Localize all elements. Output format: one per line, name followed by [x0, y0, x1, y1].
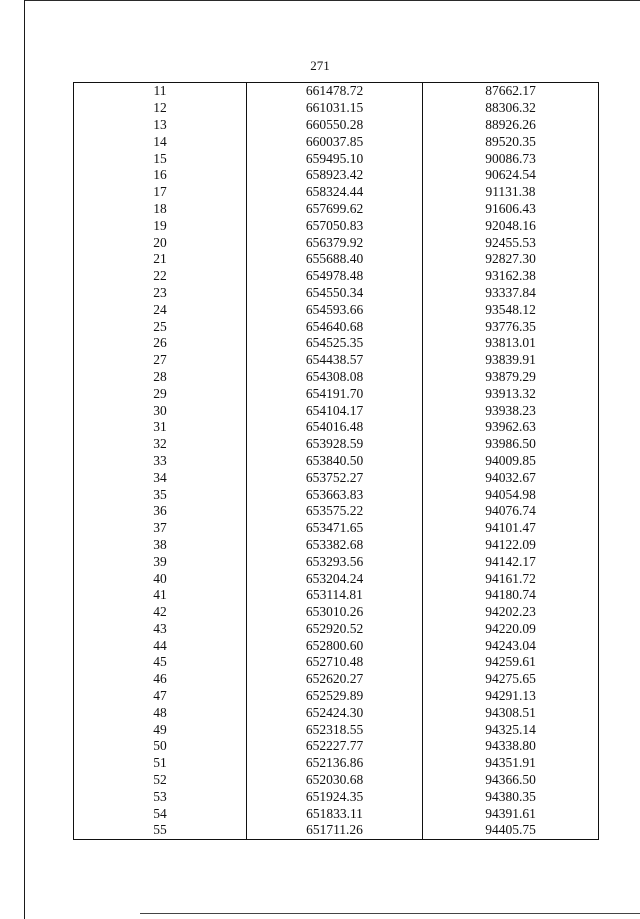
table-row [74, 503, 599, 520]
point-number-cell: 35 [74, 486, 247, 503]
table-row [74, 721, 599, 738]
x-coordinate-cell: 661478.72 [247, 83, 423, 100]
point-number-cell: 26 [74, 335, 247, 352]
x-coordinate-cell: 659495.10 [247, 150, 423, 167]
point-number-cell: 20 [74, 234, 247, 251]
x-coordinate-cell: 653293.56 [247, 553, 423, 570]
x-coordinate-cell: 654525.35 [247, 335, 423, 352]
y-coordinate-cell: 93879.29 [423, 369, 599, 386]
y-coordinate-cell: 94202.23 [423, 604, 599, 621]
table-row [74, 755, 599, 772]
x-coordinate-cell: 658324.44 [247, 184, 423, 201]
point-number-cell: 12 [74, 100, 247, 117]
x-coordinate-cell: 653575.22 [247, 503, 423, 520]
y-coordinate-cell: 91606.43 [423, 201, 599, 218]
table-row [74, 621, 599, 638]
x-coordinate-cell: 651833.11 [247, 805, 423, 822]
y-coordinate-cell: 94009.85 [423, 453, 599, 470]
point-number-cell: 43 [74, 621, 247, 638]
point-number-cell: 49 [74, 721, 247, 738]
x-coordinate-cell: 654104.17 [247, 402, 423, 419]
point-number-cell: 48 [74, 704, 247, 721]
table-row [74, 117, 599, 134]
point-number-cell: 24 [74, 301, 247, 318]
x-coordinate-cell: 657699.62 [247, 201, 423, 218]
table-row [74, 402, 599, 419]
y-coordinate-cell: 94243.04 [423, 637, 599, 654]
x-coordinate-cell: 656379.92 [247, 234, 423, 251]
y-coordinate-cell: 94032.67 [423, 469, 599, 486]
x-coordinate-cell: 653471.65 [247, 520, 423, 537]
y-coordinate-cell: 94259.61 [423, 654, 599, 671]
scan-edge-left [24, 0, 25, 919]
table-row [74, 369, 599, 386]
x-coordinate-cell: 654593.66 [247, 301, 423, 318]
scan-edge-top [25, 0, 640, 1]
table-row [74, 453, 599, 470]
table-row [74, 704, 599, 721]
point-number-cell: 51 [74, 755, 247, 772]
point-number-cell: 50 [74, 738, 247, 755]
x-coordinate-cell: 653114.81 [247, 587, 423, 604]
point-number-cell: 28 [74, 369, 247, 386]
y-coordinate-cell: 94142.17 [423, 553, 599, 570]
table-row [74, 201, 599, 218]
y-coordinate-cell: 93839.91 [423, 352, 599, 369]
table-row [74, 671, 599, 688]
y-coordinate-cell: 92048.16 [423, 217, 599, 234]
y-coordinate-cell: 94366.50 [423, 772, 599, 789]
x-coordinate-cell: 654191.70 [247, 385, 423, 402]
table-row [74, 217, 599, 234]
y-coordinate-cell: 93938.23 [423, 402, 599, 419]
point-number-cell: 16 [74, 167, 247, 184]
point-number-cell: 30 [74, 402, 247, 419]
table-row [74, 100, 599, 117]
table-row [74, 822, 599, 839]
point-number-cell: 29 [74, 385, 247, 402]
x-coordinate-cell: 658923.42 [247, 167, 423, 184]
x-coordinate-cell: 653204.24 [247, 570, 423, 587]
table-row [74, 251, 599, 268]
x-coordinate-cell: 651924.35 [247, 788, 423, 805]
x-coordinate-cell: 653840.50 [247, 453, 423, 470]
x-coordinate-cell: 654308.08 [247, 369, 423, 386]
table-row [74, 469, 599, 486]
y-coordinate-cell: 94391.61 [423, 805, 599, 822]
x-coordinate-cell: 652030.68 [247, 772, 423, 789]
y-coordinate-cell: 94076.74 [423, 503, 599, 520]
table-row [74, 637, 599, 654]
y-coordinate-cell: 88306.32 [423, 100, 599, 117]
y-coordinate-cell: 94054.98 [423, 486, 599, 503]
point-number-cell: 45 [74, 654, 247, 671]
y-coordinate-cell: 93337.84 [423, 285, 599, 302]
table-row [74, 738, 599, 755]
scan-edge-bottom [140, 913, 640, 914]
x-coordinate-cell: 652424.30 [247, 704, 423, 721]
y-coordinate-cell: 93162.38 [423, 268, 599, 285]
point-number-cell: 23 [74, 285, 247, 302]
point-number-cell: 40 [74, 570, 247, 587]
y-coordinate-cell: 92455.53 [423, 234, 599, 251]
table-row [74, 184, 599, 201]
x-coordinate-cell: 653928.59 [247, 436, 423, 453]
table-row [74, 335, 599, 352]
point-number-cell: 39 [74, 553, 247, 570]
y-coordinate-cell: 93913.32 [423, 385, 599, 402]
table-row [74, 83, 599, 100]
x-coordinate-cell: 652529.89 [247, 688, 423, 705]
y-coordinate-cell: 94380.35 [423, 788, 599, 805]
table-row [74, 352, 599, 369]
y-coordinate-cell: 89520.35 [423, 133, 599, 150]
x-coordinate-cell: 654640.68 [247, 318, 423, 335]
y-coordinate-cell: 94122.09 [423, 537, 599, 554]
table-row [74, 285, 599, 302]
point-number-cell: 41 [74, 587, 247, 604]
table-row [74, 234, 599, 251]
x-coordinate-cell: 653752.27 [247, 469, 423, 486]
point-number-cell: 46 [74, 671, 247, 688]
point-number-cell: 15 [74, 150, 247, 167]
y-coordinate-cell: 88926.26 [423, 117, 599, 134]
x-coordinate-cell: 652620.27 [247, 671, 423, 688]
table-row [74, 805, 599, 822]
x-coordinate-cell: 652227.77 [247, 738, 423, 755]
x-coordinate-cell: 655688.40 [247, 251, 423, 268]
y-coordinate-cell: 93548.12 [423, 301, 599, 318]
x-coordinate-cell: 652800.60 [247, 637, 423, 654]
y-coordinate-cell: 87662.17 [423, 83, 599, 100]
point-number-cell: 22 [74, 268, 247, 285]
y-coordinate-cell: 94275.65 [423, 671, 599, 688]
point-number-cell: 54 [74, 805, 247, 822]
table-row [74, 150, 599, 167]
x-coordinate-cell: 654550.34 [247, 285, 423, 302]
x-coordinate-cell: 653010.26 [247, 604, 423, 621]
x-coordinate-cell: 652136.86 [247, 755, 423, 772]
y-coordinate-cell: 94101.47 [423, 520, 599, 537]
point-number-cell: 37 [74, 520, 247, 537]
coordinates-table-body [74, 83, 599, 840]
y-coordinate-cell: 92827.30 [423, 251, 599, 268]
point-number-cell: 21 [74, 251, 247, 268]
x-coordinate-cell: 651711.26 [247, 822, 423, 839]
table-row [74, 537, 599, 554]
table-row [74, 520, 599, 537]
point-number-cell: 53 [74, 788, 247, 805]
point-number-cell: 14 [74, 133, 247, 150]
x-coordinate-cell: 652710.48 [247, 654, 423, 671]
table-row [74, 436, 599, 453]
coordinates-table [73, 82, 599, 840]
x-coordinate-cell: 654016.48 [247, 419, 423, 436]
table-row [74, 688, 599, 705]
y-coordinate-cell: 90086.73 [423, 150, 599, 167]
y-coordinate-cell: 94220.09 [423, 621, 599, 638]
point-number-cell: 52 [74, 772, 247, 789]
y-coordinate-cell: 90624.54 [423, 167, 599, 184]
x-coordinate-cell: 653663.83 [247, 486, 423, 503]
table-row [74, 318, 599, 335]
x-coordinate-cell: 654978.48 [247, 268, 423, 285]
point-number-cell: 36 [74, 503, 247, 520]
y-coordinate-cell: 94180.74 [423, 587, 599, 604]
x-coordinate-cell: 660037.85 [247, 133, 423, 150]
table-row [74, 772, 599, 789]
point-number-cell: 31 [74, 419, 247, 436]
table-row [74, 587, 599, 604]
y-coordinate-cell: 94338.80 [423, 738, 599, 755]
y-coordinate-cell: 94308.51 [423, 704, 599, 721]
point-number-cell: 33 [74, 453, 247, 470]
table-row [74, 604, 599, 621]
y-coordinate-cell: 94325.14 [423, 721, 599, 738]
point-number-cell: 25 [74, 318, 247, 335]
point-number-cell: 32 [74, 436, 247, 453]
table-row [74, 570, 599, 587]
point-number-cell: 18 [74, 201, 247, 218]
table-row [74, 654, 599, 671]
point-number-cell: 38 [74, 537, 247, 554]
x-coordinate-cell: 661031.15 [247, 100, 423, 117]
point-number-cell: 44 [74, 637, 247, 654]
point-number-cell: 19 [74, 217, 247, 234]
y-coordinate-cell: 93962.63 [423, 419, 599, 436]
table-row [74, 133, 599, 150]
y-coordinate-cell: 94405.75 [423, 822, 599, 839]
page-number: 271 [310, 58, 330, 73]
y-coordinate-cell: 94291.13 [423, 688, 599, 705]
table-row [74, 419, 599, 436]
y-coordinate-cell: 93813.01 [423, 335, 599, 352]
x-coordinate-cell: 657050.83 [247, 217, 423, 234]
point-number-cell: 13 [74, 117, 247, 134]
table-row [74, 268, 599, 285]
point-number-cell: 42 [74, 604, 247, 621]
table-row [74, 486, 599, 503]
point-number-cell: 47 [74, 688, 247, 705]
x-coordinate-cell: 653382.68 [247, 537, 423, 554]
x-coordinate-cell: 652920.52 [247, 621, 423, 638]
table-row [74, 385, 599, 402]
point-number-cell: 11 [74, 83, 247, 100]
y-coordinate-cell: 93986.50 [423, 436, 599, 453]
y-coordinate-cell: 94161.72 [423, 570, 599, 587]
table-row [74, 553, 599, 570]
point-number-cell: 27 [74, 352, 247, 369]
y-coordinate-cell: 93776.35 [423, 318, 599, 335]
table-row [74, 301, 599, 318]
table-row [74, 788, 599, 805]
point-number-cell: 55 [74, 822, 247, 839]
point-number-cell: 34 [74, 469, 247, 486]
x-coordinate-cell: 654438.57 [247, 352, 423, 369]
y-coordinate-cell: 91131.38 [423, 184, 599, 201]
point-number-cell: 17 [74, 184, 247, 201]
table-row [74, 167, 599, 184]
x-coordinate-cell: 652318.55 [247, 721, 423, 738]
y-coordinate-cell: 94351.91 [423, 755, 599, 772]
x-coordinate-cell: 660550.28 [247, 117, 423, 134]
